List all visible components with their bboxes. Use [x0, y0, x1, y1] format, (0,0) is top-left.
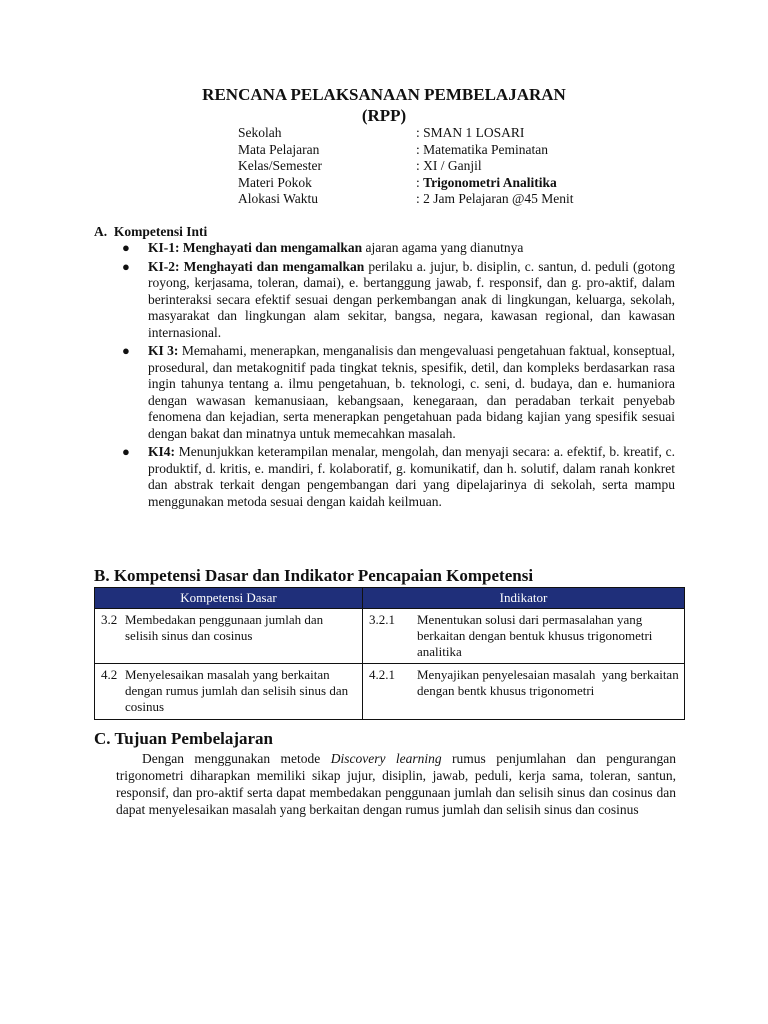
tujuan-paragraph: Dengan menggunakan metode Discovery learning rumus penjumlahan dan pengurangan trigonometri diharapkan memiliki sikap jujur, disiplin, jawab, peduli, kerja sama, toleran, santun, responsif, dan pro-aktif serta dapat membedakan penggunaan jumlah dan selisih sinus dan cosinus dan dapat menyelesaikan masalah yang berkaitan dengan rumus jumlah dan selisih sinus dan cosinus [116, 751, 676, 817]
kompetensi-table [94, 587, 685, 720]
kompetensi-inti-list [122, 240, 675, 512]
list-item: ● KI4: Menunjukkan keterampilan menalar, mengolah, dan menyaji secara: a. efektif, b. kreatif, c. produktif, d. kritis, e. mandiri, f. kolaboratif, g. komunikatif, dan h. solutif, dalam ranah konkret dan abstrak terkait dengan pengembangan dari yang dipelajarinya di sekolah, serta mampu menggunakan metoda sesuai dengan kaidah keilmuan. [122, 444, 675, 509]
info-label: Kelas/Semester [238, 158, 322, 173]
info-label: Materi Pokok [238, 174, 312, 190]
document-title: RENCANA PELAKSANAAN PEMBELAJARAN [202, 85, 566, 104]
identity-block [238, 125, 658, 208]
section-c-heading: C. Tujuan Pembelajaran [94, 729, 273, 748]
indikator-cell: 3.2.1 Menentukan solusi dari permasalahan yang berkaitan dengan bentuk khusus trigonometri analitika [363, 609, 685, 664]
info-value: : Trigonometri Analitika [416, 174, 557, 190]
info-row-sekolah [238, 125, 658, 142]
info-row-materi-pokok [238, 175, 658, 192]
column-header: Indikator [363, 588, 685, 609]
list-item: ● KI-1: Menghayati dan mengamalkan ajaran agama yang dianutnya [122, 240, 524, 255]
table-header-row [95, 588, 685, 609]
info-label: Sekolah [238, 125, 282, 140]
bullet-icon: ● [122, 240, 130, 255]
info-label: Mata Pelajaran [238, 141, 320, 157]
section-b-heading: B. Kompetensi Dasar dan Indikator Pencapaian Kompetensi [94, 566, 534, 585]
table-row [95, 609, 685, 664]
table-row [95, 664, 685, 720]
info-value: : XI / Ganjil [416, 158, 482, 173]
kd-cell: 3.2 Membedakan penggunaan jumlah dan selisih sinus dan cosinus [95, 609, 363, 664]
info-value: : SMAN 1 LOSARI [416, 125, 525, 140]
info-value: : Matematika Peminatan [416, 141, 548, 157]
info-row-kelas-semester [238, 158, 658, 175]
indikator-cell: 4.2.1 Menyajikan penyelesaian masalah yang berkaitan dengan bentk khusus trigonometri [363, 664, 685, 720]
info-value: : 2 Jam Pelajaran @45 Menit [416, 191, 574, 206]
list-item: ● KI-2: Menghayati dan mengamalkan perilaku a. jujur, b. disiplin, c. santun, d. peduli (gotong royong, kerjasama, toleran, damai), e. bertanggung jawab, f. responsif, dan g. pro-aktif, dalam berinteraksi secara efektif sesuai dengan perkembangan anak di lingkungan, keluarga, sekolah, masyarakat dan lingkungan alam sekitar, bangsa, negara, kawasan regional, dan kawasan internasional. [122, 258, 675, 340]
bullet-icon: ● [122, 343, 130, 358]
info-row-mata-pelajaran [238, 142, 658, 159]
info-row-alokasi-waktu [238, 191, 658, 208]
bullet-icon: ● [122, 444, 130, 459]
info-label: Alokasi Waktu [238, 191, 319, 206]
bullet-icon: ● [122, 258, 130, 274]
kd-cell: 4.2 Menyelesaikan masalah yang berkaitan dengan rumus jumlah dan selisih sinus dan cosinus [95, 664, 363, 720]
section-a-heading: A. Kompetensi Inti [94, 224, 208, 239]
column-header: Kompetensi Dasar [95, 588, 363, 609]
list-item: ● KI 3: Memahami, menerapkan, menganalisis dan mengevaluasi pengetahuan faktual, konseptual, prosedural, dan metakognitif pada tingkat teknis, spesifik, detil, dan kompleks berdasarkan rasa ingin tahunya tentang a. ilmu pengetahuan, b. teknologi, c. seni, d. budaya, dan e. humaniora dengan wawasan kemanusiaan, kebangsaan, kenegaraan, dan peradaban terkait penyebab fenomena dan kejadian, serta menerapkan pengetahuan pada bidang kajian yang spesifik sesuai dengan bakat dan minatnya untuk memecahkan masalah. [122, 343, 675, 441]
document-subtitle: (RPP) [361, 106, 407, 125]
